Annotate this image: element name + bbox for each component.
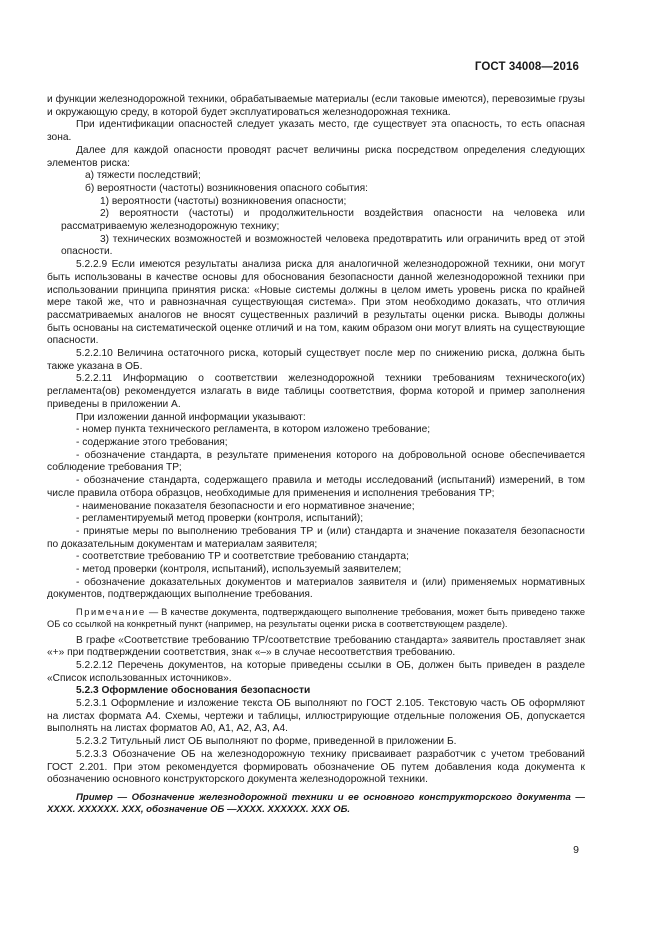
note-text: — В качестве документа, подтверждающего выполнение требования, может быть приведено также ОБ со ссылкой на конкретный пункт (например, на результаты оценки риска в соответствующем разделе). — [47, 607, 585, 630]
list-item: - обозначение стандарта, содержащего правила и методы исследований (испытаний) измерений, в том числе правила отбора образцов, необходимые для применения и исполнения требования ТР; — [47, 475, 585, 499]
paragraph: 5.2.3.3 Обозначение ОБ на железнодорожную технику присваивает разработчик с учетом требований ГОСТ 2.201. При этом рекомендуется формировать обозначение ОБ путем добавления кода документа к обозначению основного конструкторского документа железнодорожной техники. — [47, 748, 585, 786]
standard-header: ГОСТ 34008—2016 — [474, 61, 579, 73]
paragraph: 5.2.3.1 Оформление и изложение текста ОБ выполняют по ГОСТ 2.105. Текстовую часть ОБ оформляют на листах формата А4. Схемы, чертежи и таблицы, иллюстрирующие отдельные положения ОБ, допускается выполнять на листах форматов А0, А1, А2, А3, А4. — [47, 698, 585, 735]
example: Пример — Обозначение железнодорожной техники и ее основного конструкторского документа — ХХХХ. ХХХХХХ. ХХХ, обозначение ОБ —ХХХХ. ХХХХХХ. ХХХ ОБ. — [47, 791, 585, 816]
paragraph: и функции железнодорожной техники, обрабатываемые материалы (если таковые имеются), перевозимые грузы и окружающую среду, в которой будет эксплуатироваться железнодорожная техника. — [47, 94, 585, 118]
document-body — [47, 94, 585, 817]
paragraph: При изложении данной информации указывают: — [76, 411, 306, 423]
list-item: 1) вероятности (частоты) возникновения опасности; — [100, 195, 347, 207]
paragraph: При идентификации опасностей следует указать место, где существует эта опасность, то есть опасная зона. — [47, 119, 585, 144]
paragraph: 5.2.2.9 Если имеются результаты анализа риска для аналогичной железнодорожной техники, они могут быть использованы в качестве основы для обоснования безопасности данной железнодорожной техники при использовании принципа принятия риска: «Новые системы должны в целом иметь уровень риска по крайней мере такой же, что и равнозначная существующая система». При этом необходимо доказать, что отличия рассматриваемых аналогов не вносят существенных различий в результаты оценки риска. Выводы должны быть основаны на систематической оценке отличий и на том, каким образом они могут влиять на существующие опасности. — [47, 259, 585, 347]
list-item: б) вероятности (частоты) возникновения опасного события: — [85, 182, 368, 194]
list-item: а) тяжести последствий; — [85, 170, 201, 182]
note — [47, 606, 585, 630]
paragraph: 5.2.2.10 Величина остаточного риска, который существует после мер по снижению риска, должна быть также указана в ОБ. — [47, 348, 585, 372]
section-heading: 5.2.3 Оформление обоснования безопасности — [76, 685, 311, 697]
list-item: - обозначение стандарта, в результате применения которого на добровольной основе обеспечивается соблюдение требования ТР; — [47, 449, 585, 474]
list-item: 3) технических возможностей и возможностей человека предотвратить или ограничить вред от этой опасности. — [61, 233, 585, 258]
list-item: - соответствие требованию ТР и соответствие требованию стандарта; — [76, 551, 409, 563]
list-item: - номер пункта технического регламента, в котором изложено требование; — [76, 424, 431, 436]
list-item: - принятые меры по выполнению требования ТР и (или) стандарта и значение показателя безопасности по доказательным документам и материалам заявителя; — [47, 525, 585, 550]
list-item: - содержание этого требования; — [76, 436, 228, 448]
list-item: - регламентируемый метод проверки (контроля, испытаний); — [76, 513, 364, 525]
paragraph: В графе «Соответствие требованию ТР/соответствие требованию стандарта» заявитель проставляет знак «+» при подтверждении соответствия, знак «–» в случае несоответствия требованию. — [47, 634, 585, 659]
paragraph: 5.2.3.2 Титульный лист ОБ выполняют по форме, приведенной в приложении Б. — [76, 736, 457, 748]
list-item: - метод проверки (контроля, испытаний), используемый заявителем; — [76, 564, 402, 576]
paragraph: Далее для каждой опасности проводят расчет величины риска посредством определения следующих элементов риска: — [47, 144, 585, 169]
list-item: - наименование показателя безопасности и его нормативное значение; — [76, 500, 415, 512]
note-label: Примечание — [76, 607, 146, 618]
paragraph: 5.2.2.11 Информацию о соответствии железнодорожной техники требованиям технического(их) регламента(ов) рекомендуется излагать в виде таблицы соответствия, форма которой и пример заполнения приведены в приложении А. — [47, 373, 585, 410]
list-item: 2) вероятности (частоты) и продолжительности воздействия опасности на человека или рассматриваемую железнодорожную технику; — [61, 208, 585, 233]
list-item: - обозначение доказательных документов и материалов заявителя и (или) применяемых нормативных документов, подтверждающих выполнение требования. — [47, 576, 585, 601]
paragraph: 5.2.2.12 Перечень документов, на которые приведены ссылки в ОБ, должен быть приведен в разделе «Список использованных источников». — [47, 659, 585, 684]
page-number: 9 — [573, 844, 579, 856]
